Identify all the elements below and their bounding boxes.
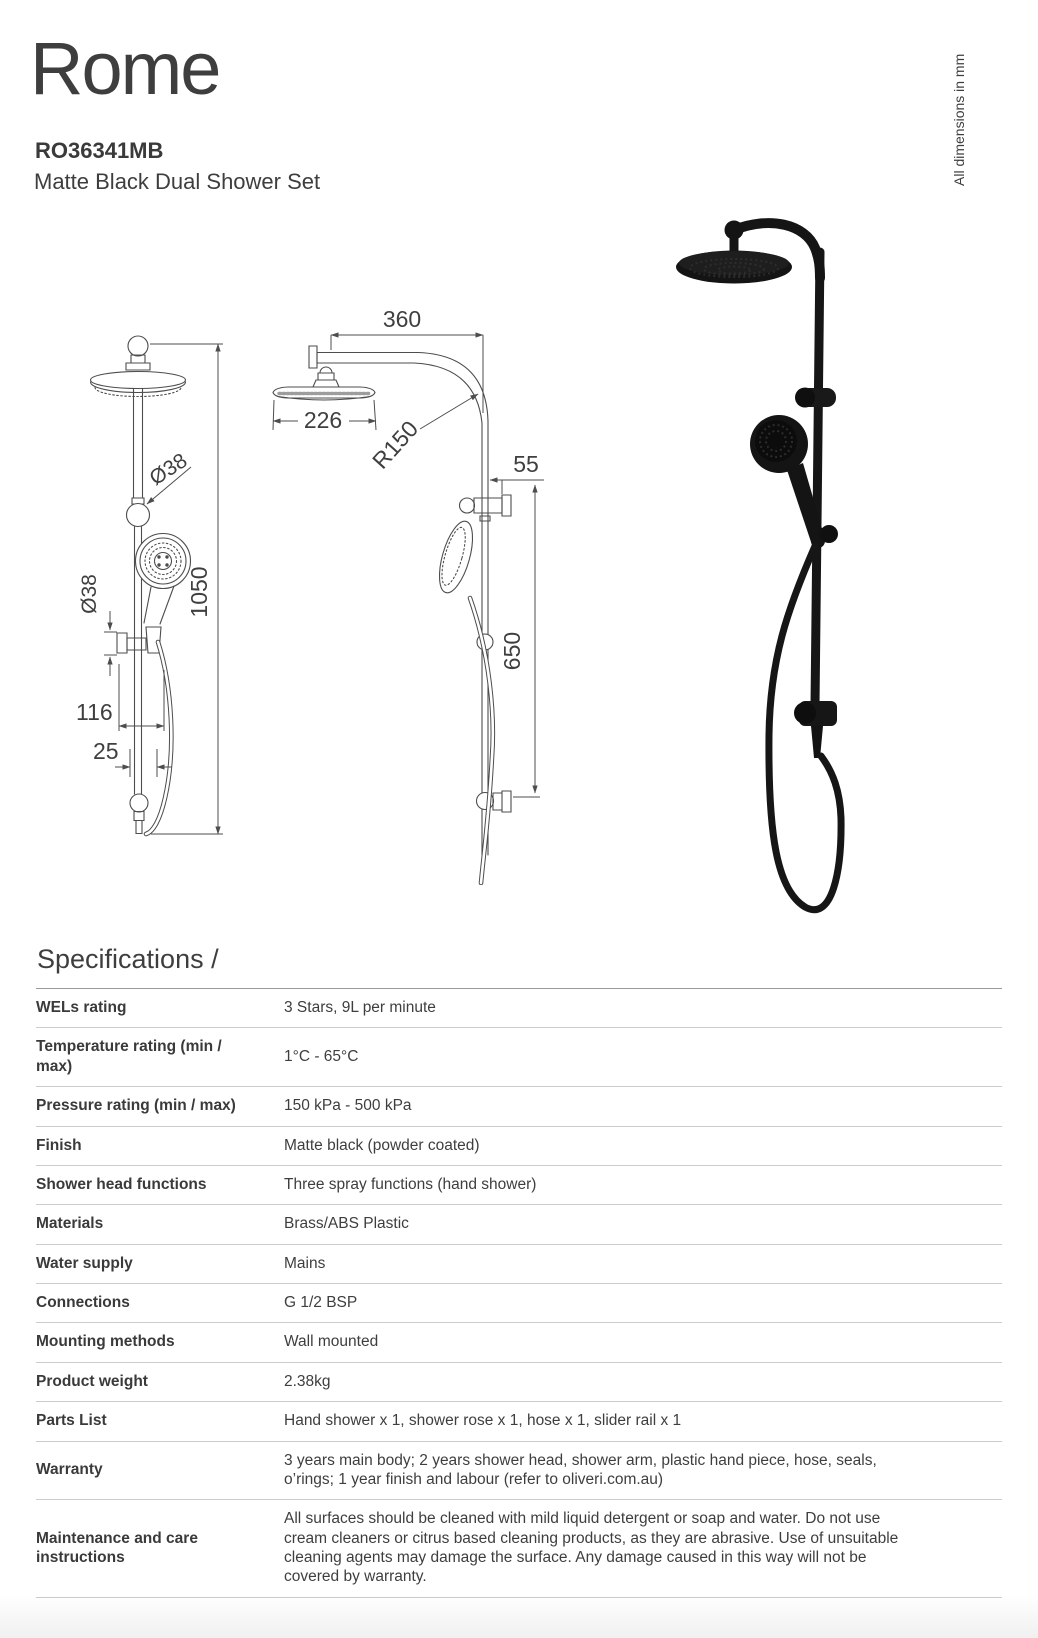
table-row bbox=[36, 1166, 1002, 1205]
units-note: All dimensions in mm bbox=[951, 53, 967, 186]
front-dimensions bbox=[76, 344, 223, 834]
bottom-mount-photo bbox=[794, 701, 837, 758]
product-description: Matte Black Dual Shower Set bbox=[34, 169, 321, 194]
spec-label: Product weight bbox=[36, 1372, 148, 1390]
spec-value: Three spray functions (hand shower) bbox=[284, 1175, 537, 1193]
hand-shower-side bbox=[433, 518, 479, 597]
page-title: Rome bbox=[30, 27, 220, 110]
spec-label: Maintenance and care instructions bbox=[36, 1529, 198, 1566]
table-row bbox=[36, 1442, 1002, 1501]
spec-value: 1°C - 65°C bbox=[284, 1048, 359, 1066]
table-row bbox=[36, 1323, 1002, 1362]
spec-value: G 1/2 BSP bbox=[284, 1294, 358, 1311]
product-photo bbox=[615, 190, 925, 925]
spec-value: Brass/ABS Plastic bbox=[284, 1215, 409, 1233]
dim-arm-length: 360 bbox=[382, 306, 422, 332]
table-row bbox=[36, 1363, 1002, 1402]
wall-bracket-side bbox=[460, 495, 512, 521]
spec-label: Temperature rating (min / max) bbox=[36, 1038, 222, 1075]
spec-value: Hand shower x 1, shower rose x 1, hose x 1, slider rail x 1 bbox=[284, 1412, 682, 1430]
shower-rose-front bbox=[91, 372, 186, 397]
spec-label: Materials bbox=[36, 1215, 104, 1233]
specifications-section bbox=[36, 944, 1002, 1598]
table-row bbox=[36, 1127, 1002, 1166]
specifications-heading: Specifications / bbox=[37, 944, 219, 974]
spec-label: Mounting methods bbox=[36, 1333, 175, 1351]
table-row bbox=[36, 1500, 1002, 1598]
lower-mount-side bbox=[477, 791, 512, 812]
spec-label: WELs rating bbox=[36, 999, 127, 1016]
product-code: RO36341MB bbox=[35, 138, 164, 163]
rain-head-photo bbox=[676, 251, 792, 284]
table-row bbox=[36, 1205, 1002, 1244]
side-view-drawing bbox=[250, 295, 550, 885]
dim-total-height: 1050 bbox=[186, 566, 212, 618]
dim-pipe-diameter: Ø38 bbox=[145, 449, 192, 491]
table-row bbox=[36, 989, 1002, 1028]
photo-shower-set bbox=[676, 221, 841, 910]
spec-label: Connections bbox=[36, 1294, 130, 1311]
dim-rail-diameter: Ø38 bbox=[78, 574, 101, 614]
dim-bracket-depth: 55 bbox=[513, 451, 539, 477]
spec-value: All surfaces should be cleaned with mild liquid detergent or soap and water. Do not use cream cleaners or citrus based cleaning products, as they are abrasive. Use of unsuitable cleaning agents may damage the surface. Any damage caused in this way will not be covered by warranty. bbox=[284, 1510, 899, 1586]
spec-value: 3 Stars, 9L per minute bbox=[284, 999, 436, 1016]
front-view-drawing bbox=[60, 330, 240, 840]
spec-label: Shower head functions bbox=[36, 1175, 207, 1193]
dim-rail-length: 650 bbox=[499, 631, 525, 671]
spec-value: Matte black (powder coated) bbox=[284, 1136, 480, 1154]
spec-label: Finish bbox=[36, 1136, 82, 1154]
table-row bbox=[36, 1284, 1002, 1323]
dim-arm-radius: R150 bbox=[366, 415, 424, 474]
table-row bbox=[36, 1087, 1002, 1126]
specifications-table bbox=[36, 988, 1002, 1598]
dim-rail-offset: 25 bbox=[93, 738, 119, 764]
dim-bracket-offset: 116 bbox=[76, 699, 113, 725]
table-row bbox=[36, 1028, 1002, 1087]
hand-shower-front bbox=[136, 534, 191, 625]
hand-shower-photo bbox=[750, 415, 838, 548]
spec-value: 150 kPa - 500 kPa bbox=[284, 1097, 412, 1115]
table-row bbox=[36, 1402, 1002, 1441]
spec-label: Parts List bbox=[36, 1412, 107, 1430]
slider-bracket-front bbox=[117, 627, 161, 653]
side-dimensions bbox=[273, 306, 544, 797]
spec-value: Mains bbox=[284, 1254, 326, 1272]
spec-label: Pressure rating (min / max) bbox=[36, 1097, 236, 1115]
spec-value: Wall mounted bbox=[284, 1333, 379, 1351]
dim-rose-width: 226 bbox=[303, 407, 343, 433]
spec-value: 2.38kg bbox=[284, 1372, 331, 1390]
spec-label: Warranty bbox=[36, 1461, 103, 1479]
shower-rose-side bbox=[273, 387, 375, 400]
table-row bbox=[36, 1245, 1002, 1284]
upper-slider-photo bbox=[795, 388, 836, 408]
spec-value: 3 years main body; 2 years shower head, shower arm, plastic hand piece, hose, seals, o’rings; 1 year finish and labour (refer to oliveri.com.au) bbox=[284, 1451, 877, 1488]
spec-label: Water supply bbox=[36, 1254, 133, 1272]
